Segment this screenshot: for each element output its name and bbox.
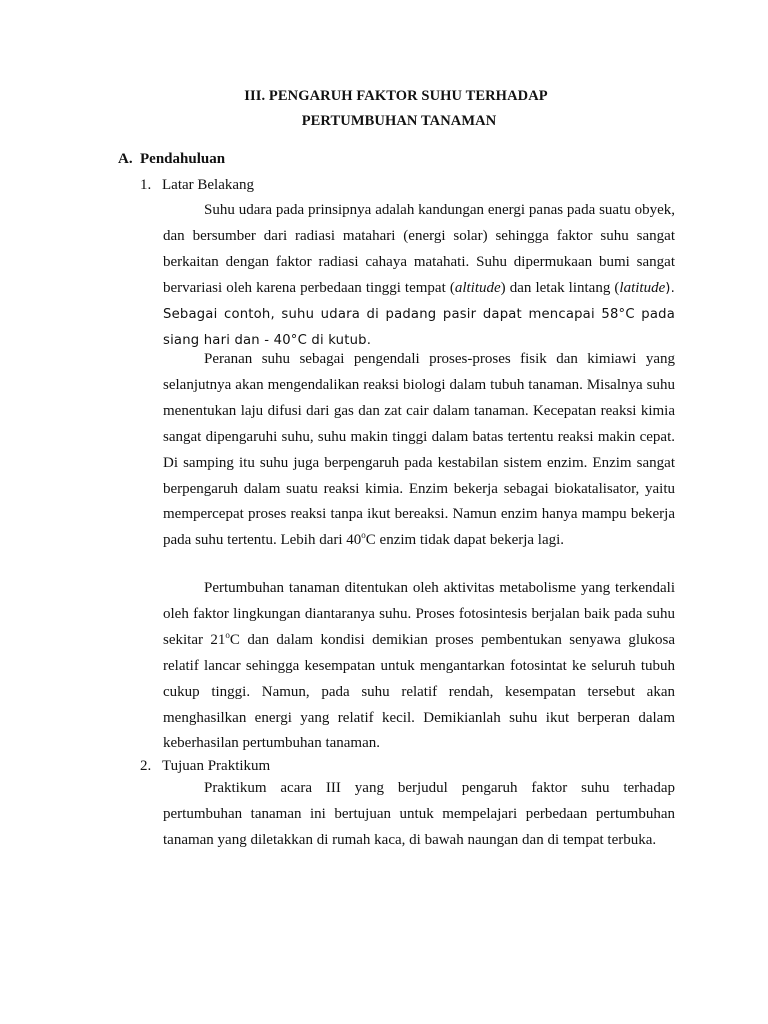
text-run: C enzim tidak dapat bekerja lagi. bbox=[365, 532, 565, 549]
subsection-heading-latar-belakang bbox=[140, 177, 254, 194]
section-marker: A. bbox=[118, 151, 133, 167]
degree-superscript: o bbox=[225, 629, 230, 640]
subsection-label: Latar Belakang bbox=[162, 177, 255, 193]
section-heading-pendahuluan bbox=[118, 151, 225, 168]
paragraph-tujuan bbox=[163, 776, 675, 854]
text-run-sans: Sebagai contoh, suhu udara di padang pasir dapat mencapai 58°C pada siang hari dan - 40°C di kutub. bbox=[163, 306, 675, 348]
text-run: Pertumbuhan tanaman ditentukan oleh aktivitas metabolisme yang terkendali oleh faktor lingkungan diantaranya suhu. Proses fotosintesis berjalan baik pada suhu sekitar 21 bbox=[163, 580, 675, 648]
subsection-marker: 2. bbox=[140, 758, 152, 774]
degree-superscript: o bbox=[361, 530, 366, 541]
section-label: Pendahuluan bbox=[140, 151, 226, 167]
subsection-heading-tujuan-praktikum bbox=[140, 758, 270, 775]
italic-term-latitude: latitude bbox=[619, 279, 666, 296]
paragraph-suhu-udara bbox=[163, 198, 675, 353]
text-run: Suhu udara pada prinsipnya adalah kandungan energi panas pada suatu obyek, dan bersumber dari radiasi matahari (energi solar) sehingga faktor suhu sangat berkaitan dengan faktor radiasi cahaya matahati. Suhu dipermukaan bumi sangat bervariasi oleh karena perbedaan tinggi tempat ( bbox=[163, 202, 675, 296]
subsection-label: Tujuan Praktikum bbox=[162, 758, 271, 774]
paragraph-pertumbuhan-tanaman bbox=[163, 576, 675, 757]
text-run: ) dan letak lintang ( bbox=[500, 279, 620, 296]
subsection-marker: 1. bbox=[140, 177, 152, 193]
chapter-title-line-1: III. PENGARUH FAKTOR SUHU TERHADAP bbox=[244, 88, 548, 104]
italic-term-altitude: altitude bbox=[454, 279, 501, 296]
text-run: Praktikum acara III yang berjudul pengaruh faktor suhu terhadap pertumbuhan tanaman ini bertujuan untuk mempelajari perbedaan pertumbuhan tanaman yang diletakkan di rumah kaca, di bawah naungan dan di tempat terbuka. bbox=[163, 780, 675, 848]
chapter-title-line-2: PERTUMBUHAN TANAMAN bbox=[301, 113, 497, 129]
paragraph-peranan-suhu bbox=[163, 347, 675, 554]
text-run: Peranan suhu sebagai pengendali proses-proses fisik dan kimiawi yang selanjutnya akan mengendalikan reaksi biologi dalam tubuh tanaman. Misalnya suhu menentukan laju difusi dari gas dan zat cair dalam tanaman. Kecepatan reaksi kimia sangat dipengaruhi suhu, suhu makin tinggi dalam batas tertentu reaksi makin cepat. Di samping itu suhu juga berpengaruh pada kestabilan sistem enzim. Enzim sangat berpengaruh dalam suatu reaksi kimia. Enzim bekerja sebagai biokatalisator, yaitu mempercepat proses reaksi tanpa ikut bereaksi. Namun enzim hanya mampu bekerja pada suhu tertentu. Lebih dari 40 bbox=[163, 351, 675, 549]
text-run: C dan dalam kondisi demikian proses pembentukan senyawa glukosa relatif lancar sehingga kesempatan untuk mengantarkan fotosintat ke seluruh tubuh cukup tinggi. Namun, pada suhu relatif rendah, kesempatan tersebut akan menghasilkan energi yang relatif kecil. Demikianlah suhu ikut berperan dalam keberhasilan pertumbuhan tanaman. bbox=[163, 631, 675, 752]
text-run: ). bbox=[665, 280, 675, 296]
